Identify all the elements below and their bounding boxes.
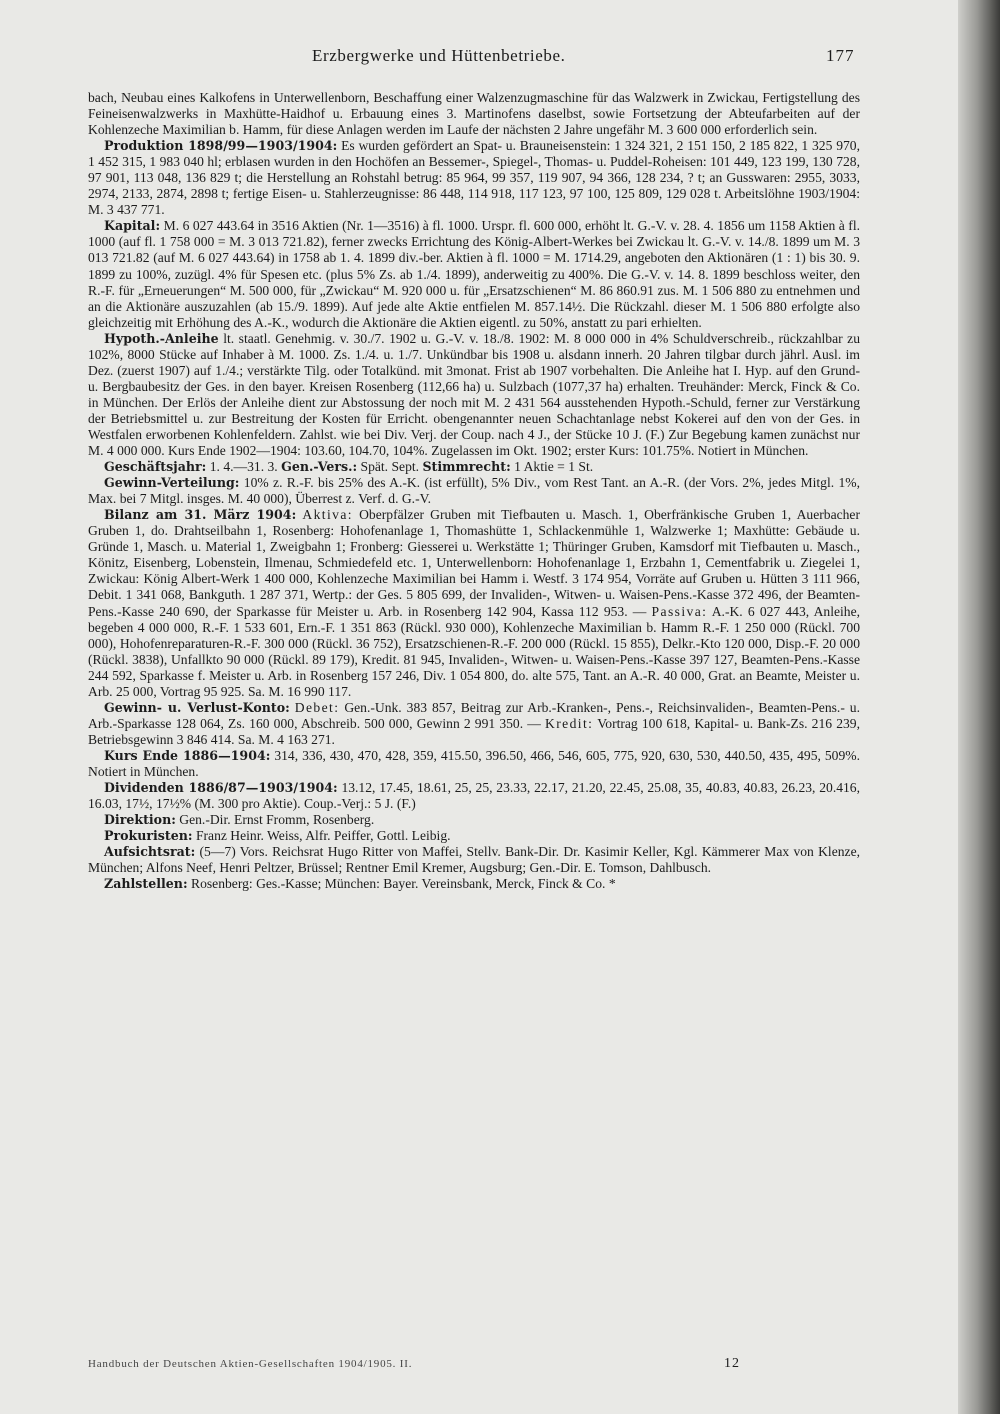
kredit-label: Kredit: xyxy=(545,715,594,731)
debet-label: Debet: xyxy=(294,699,340,715)
geschaeftsjahr-heading: Geschäftsjahr: xyxy=(104,459,207,475)
zahlstellen-heading: Zahlstellen: xyxy=(104,876,188,892)
aufsichtsrat-text: (5—7) Vors. Reichsrat Hugo Ritter von Maffei, Stellv. Bank-Dir. Dr. Kasimir Keller, Kgl. Kämmerer Max von Klenze, München; Alfons Neef, Henri Peltzer, Brüssel; Rentner Emil Kremer, Augsburg; Gen.-Dir. E. Tomson, Dahlbusch. xyxy=(88,844,860,876)
direktion-paragraph xyxy=(88,812,860,828)
kredit-text: Vortrag 100 618, Kapital- u. Bank-Zs. 216 239, Betriebsgewinn 3 846 414. Sa. M. 4 163 271. xyxy=(88,715,860,747)
running-title: Erzbergwerke und Hüttenbetriebe. xyxy=(312,46,566,65)
produktion-text: Es wurden gefördert an Spat- u. Brauneisenstein: 1 324 321, 2 151 150, 2 185 822, 1 325 970, 1 452 315, 1 983 040 hl; erblasen wurden in den Hochöfen an Bessemer-, Spiegel-, Thomas- u. Puddel-Roheisen: 101 449, 123 199, 130 728, 97 901, 113 048, 136 829 t; die Herstellung an Rohstahl betrug: 85 964, 99 357, 119 907, 94 366, 128 234, ? t; an Gusswaren: 2955, 3033, 2974, 2133, 2874, 2898 t; fertige Eisen- u. Stahlerzeugnisse: 86 448, 114 918, 117 123, 97 100, 125 809, 129 028 t. Arbeitslöhne 1903/1904: M. 3 437 771. xyxy=(88,138,860,218)
page-footer xyxy=(0,1356,1000,1380)
bilanz-paragraph xyxy=(88,507,860,700)
footer-citation: Handbuch der Deutschen Aktien-Gesellschaften 1904/1905. II. xyxy=(88,1358,413,1370)
dividenden-text: 13.12, 17.45, 18.61, 25, 25, 23.33, 22.17, 21.20, 22.45, 25.08, 35, 40.83, 40.83, 26.23, 20.416, 16.03, 17½, 17½% (M. 300 pro Aktie). Coup.-Verj.: 5 J. (F.) xyxy=(88,780,861,812)
prokuristen-paragraph xyxy=(88,828,860,844)
debet-text: Gen.-Unk. 383 857, Beitrag zur Arb.-Kranken-, Pens.-, Reichsinvaliden-, Beamten-Pens.- u. Arb.-Sparkasse 128 064, Zs. 160 000, Abschreib. 500 000, Gewinn 2 991 350. — xyxy=(88,699,860,731)
passiva-label: Passiva: xyxy=(651,603,708,619)
kurs-paragraph xyxy=(88,748,860,780)
aufsichtsrat-heading: Aufsichtsrat: xyxy=(104,844,196,860)
direktion-text: Gen.-Dir. Ernst Fromm, Rosenberg. xyxy=(175,812,375,828)
direktion-heading: Direktion: xyxy=(104,812,176,828)
prokuristen-text: Franz Heinr. Weiss, Alfr. Peiffer, Gottl. Leibig. xyxy=(192,828,451,844)
hypothek-paragraph xyxy=(88,331,860,459)
zahlstellen-paragraph xyxy=(88,876,860,892)
gen-vers-heading: Gen.-Vers.: xyxy=(281,459,358,475)
hypothek-text: lt. staatl. Genehmig. v. 30./7. 1902 u. G.-V. v. 18./8. 1902: M. 8 000 000 in 4% Schuldverschreib., rückzahlbar zu 102%, 8000 Stücke auf Inhaber à M. 1000. Zs. 1./4. u. 1./7. Unkündbar bis 1908 u. alsdann innerh. 20 Jahren tilgbar durch jährl. Ausl. im Dez. (zuerst 1907) auf 1./4.; verstärkte Tilg. oder Totalkünd. mit 3monat. Frist ab 1907 vorbehalten. Die Anleihe hat I. Hyp. auf den Grund- u. Bergbaubesitz der Ges. in den bayer. Kreisen Rosenberg (112,66 ha) u. Sulzbach (1077,37 ha) erhalten. Treuhänder: Merck, Finck & Co. in München. Der Erlös der Anleihe dient zur Abstossung der noch mit M. 2 431 564 ausstehenden Hypoth.-Schuld, ferner zur Verstärkung der Betriebsmittel u. zur Bestreitung der Kosten für Erricht. obengenannter neuen Schachtanlage nebst Kokerei auf den von der Ges. in Westfalen erworbenen Kohlenfeldern. Zahlst. wie bei Div. Verj. der Coup. nach 4 J., der Stücke 10 J. (F.) Zur Begebung kamen zunächst nur M. 4 000 000. Kurs Ende 1902—1904: 103.60, 104.70, 104%. Zugelassen im Okt. 1902; erster Kurs: 101.75%. Notiert in München. xyxy=(88,330,860,459)
geschaeftsjahr-text: 1. 4.—31. 3. xyxy=(206,459,282,475)
stimmrecht-text: 1 Aktie = 1 St. xyxy=(510,459,594,475)
aktiva-label: Aktiva: xyxy=(302,507,353,523)
kurs-text: 314, 336, 430, 470, 428, 359, 415.50, 396.50, 466, 546, 605, 775, 920, 630, 530, 440.50, 435, 495, 509%. Notiert in München. xyxy=(88,747,860,779)
kapital-text: M. 6 027 443.64 in 3516 Aktien (Nr. 1—3516) à fl. 1000. Urspr. fl. 600 000, erhöht lt. G.-V. v. 28. 4. 1856 um 1158 Aktien à fl. 1000 (auf fl. 1 758 000 = M. 3 013 721.82), ferner zwecks Errichtung des König-Albert-Werkes bei Zwickau lt. G.-V. v. 14./8. 1899 um M. 3 013 721.82 (auf M. 6 027 443.64) in 1758 ab 1. 4. 1899 div.-ber. Aktien à fl. 1000 = M. 1714.29, angeboten den Aktionären (1 : 1) bis 30. 9. 1899 zu 100%, zuzügl. 4% für Spesen etc. (plus 5% Zs. ab 1./4. 1899), anderweitig zu 400%. Die G.-V. v. 14. 8. 1899 beschloss weiter, den R.-F. für „Erneuerungen“ M. 500 000, für „Zwickau“ M. 920 000 u. für „Ersatzschienen“ M. 86 860.91 zus. M. 1 506 880 zu entnehmen und an die Aktionäre auszuzahlen (ab 15./9. 1899). Auf jede alte Aktie entfielen M. 857.14½. Die Rückzahl. dieser M. 1 506 880 erfolgte also gleichzeitig mit Erhöhung des A.-K., wodurch die Aktionäre die Aktien eigentl. zu 50%, anstatt zu pari erhielten. xyxy=(88,218,860,330)
bilanz-heading: Bilanz am 31. März 1904: xyxy=(104,507,297,523)
stimmrecht-heading: Stimmrecht: xyxy=(422,459,511,475)
guv-paragraph xyxy=(88,700,860,748)
kapital-paragraph xyxy=(88,218,860,330)
guv-heading: Gewinn- u. Verlust-Konto: xyxy=(104,699,290,715)
book-spine-shadow xyxy=(958,0,1000,1414)
aktiva-text: Oberpfälzer Gruben mit Tiefbauten u. Masch. 1, Oberfränkische Gruben 1, Auerbacher Gruben 1, do. Drahtseilbahn 1, Rosenberg: Hohofenanlage 1, Thomashütte 1, Schlackenmühle 1, Walzwerke 1; Maxhütte: Gebäude u. Gründe 1, Masch. u. Material 1, Zweigbahn 1; Fronberg: Giesserei u. Werkstätte 1; Thüringer Gruben, Kamsdorf mit Tiefbauten u. Masch., Könitz, Eisenberg, Lobenstein, Ilmenau, Schmiedefeld etc. 1, Unterwellenborn: Hohofenanlage 1, Erzbahn 1, Cementfabrik u. Ziegelei 1, Zwickau: König Albert-Werk 1 400 000, Kohlenzeche Maximilian bei Hamm i. Westf. 3 174 954, Vorräte auf Gruben u. Hütten 3 111 966, Debit. 1 341 068, Bankguth. 1 287 371, Wertp.: der Ges. 5 805 699, der Invaliden-, Witwen- u. Waisen-Pens.-Kasse 372 496, der Beamten-Pens.-Kasse 240 690, der Sparkasse für Meister u. Arb. in Rosenberg 142 904, Kassa 112 953. — xyxy=(88,507,860,619)
gewinn-verteilung-paragraph xyxy=(88,475,860,507)
page-header xyxy=(0,46,1000,76)
prokuristen-heading: Prokuristen: xyxy=(104,828,193,844)
hypothek-heading: Hypoth.-Anleihe xyxy=(104,330,219,346)
signature-mark: 12 xyxy=(724,1356,740,1371)
page-number: 177 xyxy=(826,46,855,65)
intro-paragraph: bach, Neubau eines Kalkofens in Unterwellenborn, Beschaffung einer Walzenzugmaschine für das Walzwerk in Zwickau, Fertigstellung des Feineisenwalzwerks in Maxhütte-Haidhof u. Erbauung eines 3. Martinofens daselbst, sowie Fortsetzung der Abteufarbeiten auf der Kohlenzeche Maximilian b. Hamm, für diese Anlagen werden im Laufe der nächsten 2 Jahre ungefähr M. 3 600 000 erforderlich sein. xyxy=(88,90,860,138)
gewinn-verteilung-heading: Gewinn-Verteilung: xyxy=(104,475,240,491)
kapital-heading: Kapital: xyxy=(104,218,161,234)
page-body xyxy=(88,90,860,892)
zahlstellen-text: Rosenberg: Ges.-Kasse; München: Bayer. Vereinsbank, Merck, Finck & Co. * xyxy=(187,876,616,892)
geschaeftsjahr-paragraph xyxy=(88,459,860,475)
gen-vers-text: Spät. Sept. xyxy=(357,459,423,475)
passiva-text: A.-K. 6 027 443, Anleihe, begeben 4 000 000, R.-F. 1 533 601, Ern.-F. 1 351 863 (Rückl. 930 000), Kohlenzeche Maximilian b. Hamm R.-F. 1 250 000 (Rückl. 700 000), Hohofenreparaturen-R.-F. 300 000 (Rückl. 36 752), Ersatzschienen-R.-F. 200 000 (Rückl. 15 855), Delkr.-Kto 120 000, Disp.-F. 20 000 (Rückl. 3838), Unfallkto 90 000 (Rückl. 89 179), Kredit. 81 945, Invaliden-, Witwen- u. Waisen-Pens.-Kasse 397 127, Beamten-Pens.-Kasse 244 592, Sparkasse f. Meister u. Arb. in Rosenberg 157 246, Div. 1 054 800, do. alte 575, Tant. an A.-R. 40 000, Grat. an Beamte, Meister u. Arb. 25 000, Vortrag 95 925. Sa. M. 16 990 117. xyxy=(88,603,861,699)
produktion-paragraph xyxy=(88,138,860,218)
kurs-heading: Kurs Ende 1886—1904: xyxy=(104,747,271,763)
dividenden-heading: Dividenden 1886/87—1903/1904: xyxy=(104,780,338,796)
aufsichtsrat-paragraph xyxy=(88,844,860,876)
produktion-heading: Produktion 1898/99—1903/1904: xyxy=(104,138,338,154)
gewinn-verteilung-text: 10% z. R.-F. bis 25% des A.-K. (ist erfüllt), 5% Div., vom Rest Tant. an A.-R. (der Vors. 2%, jedes Mitgl. 1%, Max. bei 7 Mitgl. insges. M. 40 000), Überrest z. Verf. d. G.-V. xyxy=(88,475,860,507)
dividenden-paragraph xyxy=(88,780,860,812)
